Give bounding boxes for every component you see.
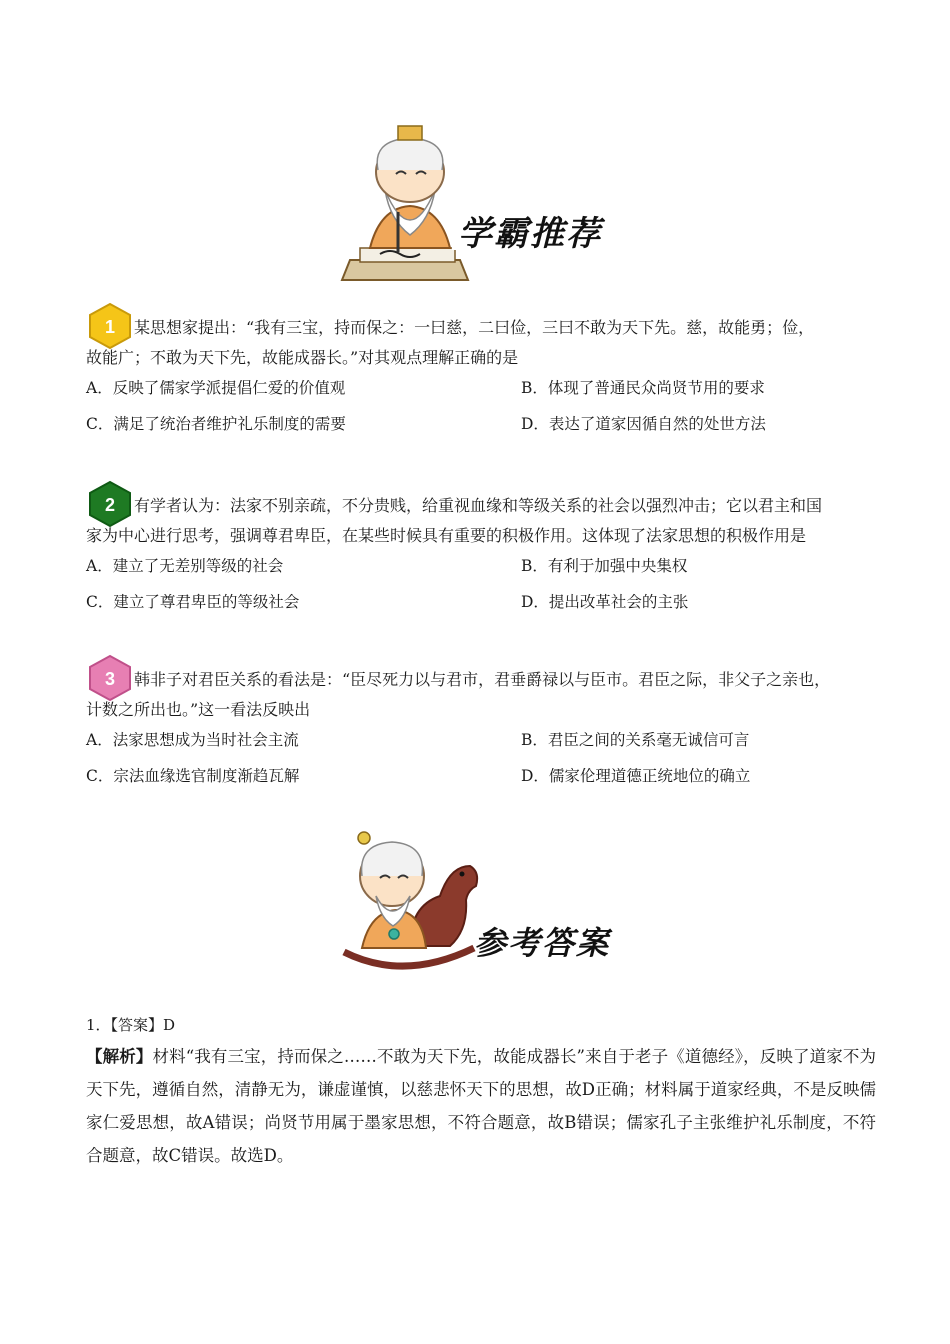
- option-c[interactable]: C．满足了统治者维护礼乐制度的需要: [86, 415, 346, 433]
- option-d[interactable]: D．提出改革社会的主张: [521, 593, 689, 611]
- question-1: [86, 316, 866, 442]
- sage-calligraphy-illustration: [340, 120, 610, 290]
- question-stem-line1: 某思想家提出：“我有三宝，持而保之：一曰慈，二曰俭，三曰不敢为天下先。慈，故能勇；俭，: [134, 318, 815, 337]
- question-stem-line2: 故能广；不敢为天下先，故能成器长。”对其观点理解正确的是: [86, 348, 519, 367]
- answer-1-analysis: [86, 1040, 876, 1172]
- option-a[interactable]: A．反映了儒家学派提倡仁爱的价值观: [86, 379, 346, 397]
- option-a[interactable]: A．建立了无差别等级的社会: [86, 557, 284, 575]
- options-row: [86, 722, 866, 758]
- banner-bottom-title: 参考答案: [474, 924, 611, 962]
- question-stem-line1: 有学者认为：法家不别亲疏，不分贵贱，给重视血缘和等级关系的社会以强烈冲击；它以君主和国: [134, 496, 823, 515]
- question-stem-line1: 韩非子对君臣关系的看法是：“臣尽死力以与君市，君垂爵禄以与臣市。君臣之际，非父子之亲也，: [134, 670, 831, 689]
- option-b[interactable]: B．体现了普通民众尚贤节用的要求: [521, 379, 765, 397]
- question-stem-line2: 计数之所出也。”这一看法反映出: [86, 700, 311, 719]
- options-row: [86, 584, 866, 620]
- answer-section: [86, 1014, 876, 1172]
- options-row: [86, 758, 866, 794]
- banner-top-title: 学霸推荐: [458, 214, 602, 254]
- badge-number: 1: [104, 317, 116, 337]
- options-row: [86, 370, 866, 406]
- option-a[interactable]: A．法家思想成为当时社会主流: [86, 731, 299, 749]
- banner-top: [340, 120, 610, 290]
- options-row: [86, 548, 866, 584]
- analysis-tag: 【解析】: [86, 1047, 153, 1066]
- question-2: [86, 494, 866, 620]
- answer-1-head: 1．【答案】D: [86, 1016, 176, 1034]
- option-d[interactable]: D．儒家伦理道德正统地位的确立: [521, 767, 751, 785]
- question-number-badge-1: [86, 302, 134, 350]
- badge-number: 2: [104, 495, 116, 515]
- banner-bottom: [340, 826, 620, 976]
- option-c[interactable]: C．建立了尊君卑臣的等级社会: [86, 593, 300, 611]
- badge-number: 3: [104, 669, 116, 689]
- question-number-badge-3: [86, 654, 134, 702]
- options-row: [86, 406, 866, 442]
- option-b[interactable]: B．有利于加强中央集权: [521, 557, 688, 575]
- question-number-badge-2: [86, 480, 134, 528]
- option-c[interactable]: C．宗法血缘选官制度渐趋瓦解: [86, 767, 300, 785]
- option-d[interactable]: D．表达了道家因循自然的处世方法: [521, 415, 766, 433]
- analysis-text: 材料“我有三宝，持而保之……不敢为天下先，故能成器长”来自于老子《道德经》，反映了道家不为天下先，遵循自然，清静无为，谦虚谨慎，以慈悲怀天下的思想，故D正确；材料属于道家经典，不是反映儒家仁爱思想，故A错误；尚贤节用属于墨家思想，不符合题意，故B错误；儒家孔子主张维护礼乐制度，不符合题意，故C错误。故选D。: [86, 1047, 876, 1165]
- question-3: [86, 668, 866, 794]
- question-stem-line2: 家为中心进行思考，强调尊君卑臣，在某些时候具有重要的积极作用。这体现了法家思想的积极作用是: [86, 526, 807, 545]
- option-b[interactable]: B．君臣之间的关系毫无诚信可言: [521, 731, 750, 749]
